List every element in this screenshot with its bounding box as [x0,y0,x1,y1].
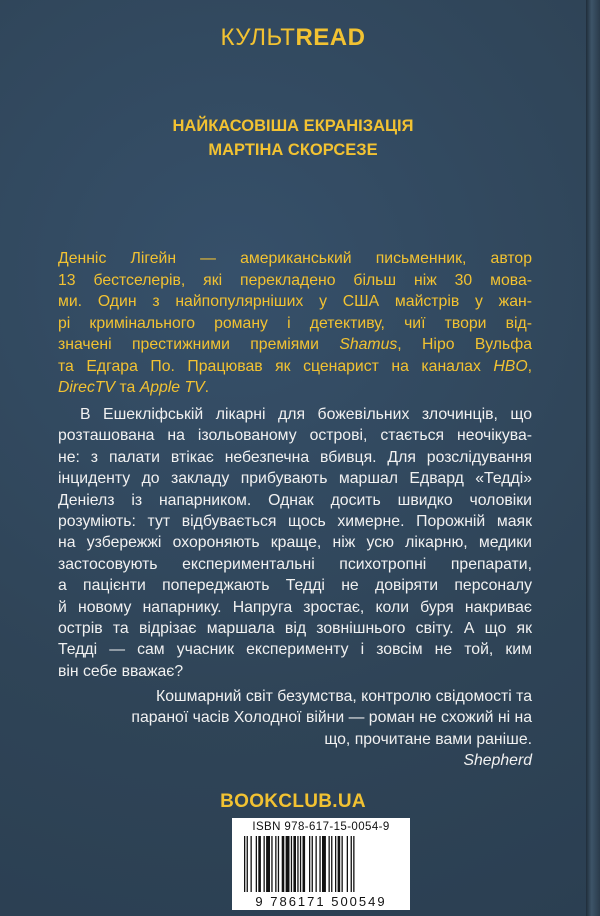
synopsis-line: застосовують експериментальні психотропні препарати, [58,555,532,573]
barcode-bar [342,836,343,892]
synopsis-line: на узбережжі охороняють краще, ніж усю лікарню, медики [58,534,532,552]
author-bio-line: значені престижними преміями Shamus, Ніро Вульфа [58,336,533,353]
barcode-bar [293,836,296,892]
barcode-bar [319,836,320,892]
series-prefix: КУЛЬТ [220,24,296,51]
barcode-bar [271,836,272,892]
barcode-bars [242,836,400,892]
synopsis-line: В Ешекліфській лікарні для божевільних злочинців, що [80,406,532,423]
author-bio-line: DirecTV та Apple TV. [58,379,210,396]
barcode-bar [258,836,261,892]
barcode-bar [297,836,298,892]
synopsis-line: не: з палати втікає небезпечна вбивця. Для розслідування [58,448,532,466]
barcode-bar [338,836,341,892]
barcode-bar [291,836,292,892]
quote-source: Shepherd [463,752,532,770]
channel-name: HBO [493,357,528,375]
author-bio-line: рі кримінального роману і детективу, чиї твори від- [58,314,532,332]
synopsis-line: Деніелз із напарником. Однак досить швидко чоловіки [58,491,532,509]
barcode-bar [322,836,326,892]
barcode-bar [286,836,290,892]
author-bio [58,248,532,399]
barcode-bar [275,836,276,892]
synopsis [58,404,532,682]
barcode-bar [247,836,248,892]
barcode-bar [309,836,310,892]
barcode [232,818,410,910]
channel-name: DirecTV [58,379,116,396]
barcode-bar [335,836,336,892]
barcode-bar [316,836,317,892]
barcode-bar [303,836,306,892]
publisher-logo: BOOKCLUB.UA [220,791,366,812]
barcode-bar [251,836,252,892]
barcode-bar [244,836,245,892]
barcode-bar [353,836,354,892]
synopsis-line: розуміють: тут відбувається щось химерне. Порожній маяк [58,513,532,531]
headline [0,114,586,162]
author-bio-line: 13 бестселерів, які перекладено більш ніж 30 мова- [58,271,532,289]
channel-name: Apple TV [139,379,205,396]
barcode-bar [300,836,301,892]
quote-line: що, прочитане вами раніше. [324,730,532,748]
barcode-bar [347,836,348,892]
barcode-bar [312,836,313,892]
author-bio-line: та Едгара По. Працював як сценарист на каналах HBO, [58,357,532,375]
series-suffix: READ [295,24,366,51]
author-bio-line: Денніс Лігейн — американський письменник, автор [58,250,532,267]
headline-line: МАРТІНА СКОРСЕЗЕ [208,141,378,159]
barcode-bar [256,836,257,892]
synopsis-line: й новому напарнику. Напруга зростає, коли буря накриває [58,598,532,616]
review-quote [58,686,532,772]
synopsis-line: інциденту до закладу прибувають маршал Едвард «Тедді» [58,470,532,488]
ean-number: 9 786171 500549 [255,894,387,909]
barcode-bar [331,836,332,892]
barcode-bar [351,836,352,892]
barcode-bar [282,836,285,892]
isbn-text: ISBN 978-617-15-0054-9 [252,821,390,833]
synopsis-line: він себе вважає? [58,662,184,680]
synopsis-line: острів та відрізає маршала від зовнішнього світу. А що як [58,620,532,638]
synopsis-line: Тедді — сам учасник експерименту і зовсім не той, ким [58,641,532,659]
synopsis-line: а пацієнти попереджають Тедді не довіряти персоналу [58,577,532,595]
book-edge [586,0,600,916]
synopsis-line: розташована на ізольованому острові, стається неочікува- [58,427,532,445]
barcode-bar [266,836,270,892]
barcode-bar [278,836,279,892]
barcode-bar [264,836,265,892]
headline-line: НАЙКАСОВІША ЕКРАНІЗАЦІЯ [172,117,414,135]
author-bio-line: ми. Один з найпопулярніших у США майстрів у жан- [58,293,532,310]
quote-line: Кошмарний світ безумства, контролю свідомості та [156,688,532,705]
series-logo [0,24,586,52]
quote-line: параної часів Холодної війни — роман не схожий ні на [131,709,532,727]
barcode-bar [329,836,330,892]
award-name: Shamus [339,336,398,353]
